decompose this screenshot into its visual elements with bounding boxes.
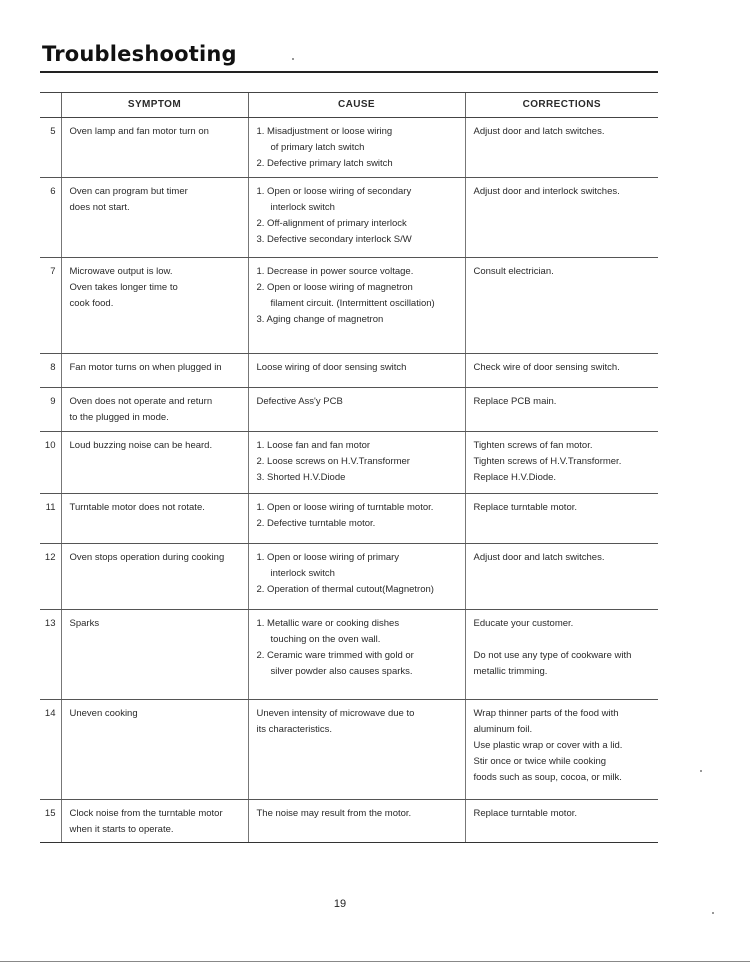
cause-cell [248, 544, 465, 610]
cause-cell [248, 494, 465, 544]
corrections-text-line: metallic trimming. [473, 666, 548, 677]
corrections-text-line: Consult electrician. [473, 266, 554, 277]
table-row [40, 258, 658, 354]
symptom-text-line: Oven can program but timer [69, 186, 188, 197]
corrections-text-line: aluminum foil. [473, 724, 533, 735]
number-column-header [40, 93, 61, 118]
corrections-cell [465, 432, 658, 494]
symptom-text-line: to the plugged in mode. [69, 412, 169, 423]
row-number-cell: 10 [40, 432, 61, 494]
cause-text-line: Uneven intensity of microwave due to [256, 708, 415, 719]
corrections-cell [465, 800, 658, 843]
row-number-cell: 12 [40, 544, 61, 610]
cause-text-line: 2. Loose screws on H.V.Transformer [256, 456, 410, 467]
cause-cell [248, 610, 465, 700]
table-row [40, 178, 658, 258]
corrections-text-line: Tighten screws of fan motor. [473, 440, 593, 451]
cause-text-line: 1. Open or loose wiring of primary [256, 552, 400, 563]
symptom-column-header: SYMPTOM [61, 93, 248, 118]
corrections-column-header: CORRECTIONS [465, 93, 658, 118]
cause-text-line: 1. Decrease in power source voltage. [256, 266, 414, 277]
row-number-cell: 9 [40, 388, 61, 432]
row-number-cell: 13 [40, 610, 61, 700]
page-number: 19 [333, 898, 347, 910]
row-number-cell: 6 [40, 178, 61, 258]
row-number-cell: 7 [40, 258, 61, 354]
cause-cell [248, 700, 465, 800]
corrections-cell [465, 178, 658, 258]
symptom-text-line: Uneven cooking [69, 708, 138, 719]
corrections-cell [465, 610, 658, 700]
cause-text-line: 1. Open or loose wiring of turntable motor. [256, 502, 434, 513]
symptom-cell [61, 388, 248, 432]
symptom-text-line: Sparks [69, 618, 100, 629]
symptom-cell [61, 610, 248, 700]
troubleshooting-table [40, 92, 658, 843]
cause-text-line: 1. Loose fan and fan motor [256, 440, 371, 451]
corrections-cell [465, 258, 658, 354]
cause-cell [248, 354, 465, 388]
cause-text-line: 1. Open or loose wiring of secondary [256, 186, 412, 197]
table-row [40, 432, 658, 494]
cause-text-line: 2. Open or loose wiring of magnetron [256, 282, 413, 293]
cause-text-line: 2. Ceramic ware trimmed with gold or [256, 650, 414, 661]
symptom-cell [61, 432, 248, 494]
table-row [40, 118, 658, 178]
corrections-cell [465, 544, 658, 610]
corrections-text-line: Wrap thinner parts of the food with [473, 708, 619, 719]
bottom-rule [0, 961, 750, 962]
cause-text-line: 2. Defective turntable motor. [256, 518, 376, 529]
symptom-text-line: Loud buzzing noise can be heard. [69, 440, 213, 451]
corrections-text-line: Replace turntable motor. [473, 808, 578, 819]
table-row [40, 544, 658, 610]
table-row [40, 388, 658, 432]
cause-column-header: CAUSE [248, 93, 465, 118]
header-row [40, 93, 658, 118]
symptom-text-line: cook food. [69, 298, 114, 309]
row-number-cell: 14 [40, 700, 61, 800]
cause-text-line: interlock switch [270, 568, 335, 579]
row-number-cell: 15 [40, 800, 61, 843]
corrections-cell [465, 494, 658, 544]
cause-cell [248, 388, 465, 432]
symptom-text-line: Clock noise from the turntable motor [69, 808, 223, 819]
title-rule [40, 71, 658, 73]
symptom-text-line: Oven lamp and fan motor turn on [69, 126, 209, 137]
cause-text-line: touching on the oven wall. [270, 634, 381, 645]
symptom-cell [61, 354, 248, 388]
symptom-text-line: Oven takes longer time to [69, 282, 178, 293]
corrections-cell [465, 118, 658, 178]
corrections-text-line [474, 632, 653, 648]
cause-text-line: its characteristics. [256, 724, 332, 735]
cause-cell [248, 800, 465, 843]
symptom-cell [61, 258, 248, 354]
table-row [40, 494, 658, 544]
corrections-text-line: Replace turntable motor. [473, 502, 578, 513]
scan-speck [292, 58, 294, 60]
symptom-cell [61, 118, 248, 178]
cause-text-line: Loose wiring of door sensing switch [256, 362, 407, 373]
cause-cell [248, 258, 465, 354]
corrections-text-line: Replace PCB main. [473, 396, 557, 407]
cause-text-line: 1. Metallic ware or cooking dishes [256, 618, 400, 629]
cause-text-line: 2. Defective primary latch switch [256, 158, 393, 169]
table-row [40, 610, 658, 700]
symptom-cell [61, 700, 248, 800]
cause-text-line: 3. Aging change of magnetron [256, 314, 384, 325]
cause-text-line: The noise may result from the motor. [256, 808, 412, 819]
corrections-text-line: Educate your customer. [473, 618, 574, 629]
corrections-text-line: Stir once or twice while cooking [473, 756, 607, 767]
symptom-text-line: when it starts to operate. [69, 824, 174, 835]
cause-text-line: silver powder also causes sparks. [270, 666, 413, 677]
scan-speck [700, 770, 702, 772]
cause-text-line: 1. Misadjustment or loose wiring [256, 126, 393, 137]
symptom-text-line: Turntable motor does not rotate. [69, 502, 205, 513]
corrections-text-line: Replace H.V.Diode. [473, 472, 557, 483]
symptom-text-line: Oven stops operation during cooking [69, 552, 225, 563]
table-row [40, 800, 658, 843]
symptom-cell [61, 544, 248, 610]
cause-text-line: filament circuit. (Intermittent oscillation) [270, 298, 435, 309]
corrections-text-line: Check wire of door sensing switch. [473, 362, 620, 373]
cause-text-line: Defective Ass'y PCB [256, 396, 343, 407]
table-header [40, 93, 658, 118]
page-title: Troubleshooting [42, 42, 237, 66]
cause-text-line: 2. Operation of thermal cutout(Magnetron) [256, 584, 434, 595]
corrections-text-line: Do not use any type of cookware with [473, 650, 632, 661]
row-number-cell: 8 [40, 354, 61, 388]
corrections-text-line: Use plastic wrap or cover with a lid. [473, 740, 623, 751]
cause-text-line: 2. Off-alignment of primary interlock [256, 218, 407, 229]
cause-cell [248, 118, 465, 178]
corrections-text-line: foods such as soup, cocoa, or milk. [473, 772, 622, 783]
row-number-cell: 5 [40, 118, 61, 178]
corrections-text-line: Tighten screws of H.V.Transformer. [473, 456, 622, 467]
symptom-cell [61, 178, 248, 258]
symptom-cell [61, 800, 248, 843]
corrections-text-line: Adjust door and interlock switches. [473, 186, 620, 197]
cause-text-line: 3. Defective secondary interlock S/W [256, 234, 412, 245]
corrections-text-line: Adjust door and latch switches. [473, 126, 605, 137]
corrections-cell [465, 354, 658, 388]
table-body [40, 118, 658, 843]
cause-text-line: interlock switch [270, 202, 335, 213]
symptom-text-line: Fan motor turns on when plugged in [69, 362, 222, 373]
cause-text-line: of primary latch switch [270, 142, 365, 153]
symptom-text-line: Microwave output is low. [69, 266, 173, 277]
cause-cell [248, 432, 465, 494]
cause-text-line: 3. Shorted H.V.Diode [256, 472, 346, 483]
symptom-cell [61, 494, 248, 544]
table-row [40, 354, 658, 388]
row-number-cell: 11 [40, 494, 61, 544]
troubleshooting-table-container [40, 92, 658, 843]
corrections-text-line: Adjust door and latch switches. [473, 552, 605, 563]
symptom-text-line: Oven does not operate and return [69, 396, 213, 407]
corrections-cell [465, 388, 658, 432]
table-row [40, 700, 658, 800]
scan-speck [712, 912, 714, 914]
symptom-text-line: does not start. [69, 202, 130, 213]
corrections-cell [465, 700, 658, 800]
cause-cell [248, 178, 465, 258]
